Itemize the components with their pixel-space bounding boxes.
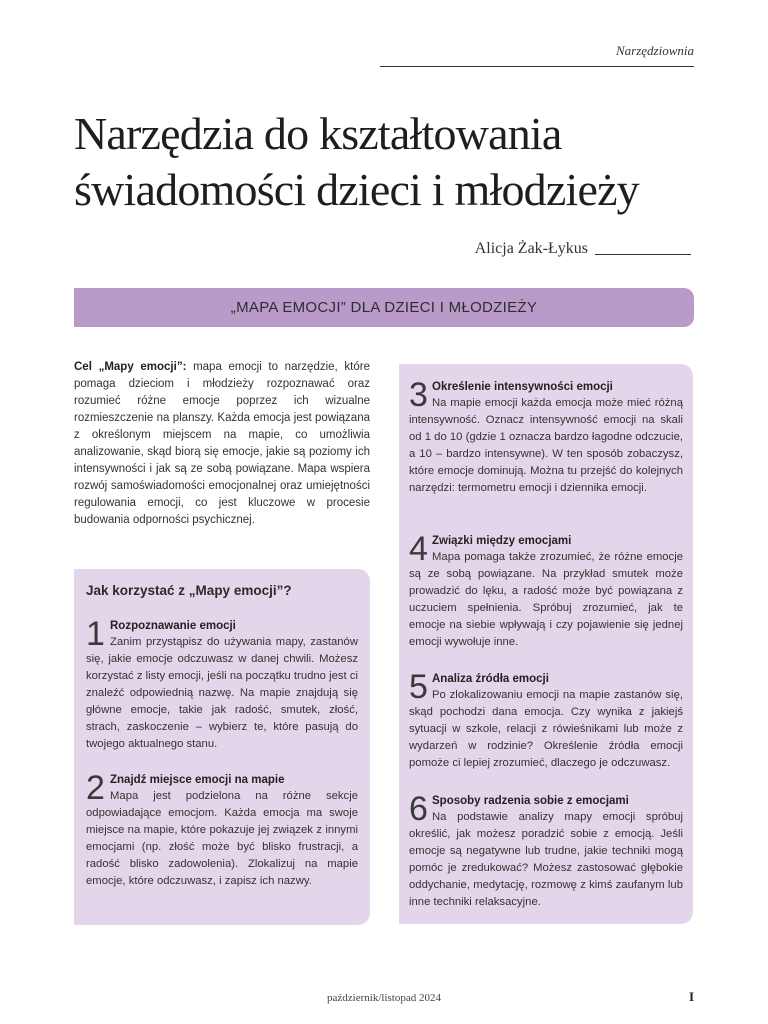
title-line-2: świadomości dzieci i młodzieży [74, 164, 639, 215]
author-name: Alicja Żak-Łykus [474, 240, 588, 257]
step-number: 2 [86, 769, 105, 807]
step-title: Sposoby radzenia sobie z emocjami [432, 795, 629, 807]
header-rule [380, 66, 694, 67]
how-to-box-left [74, 569, 370, 925]
author-rule [595, 254, 691, 255]
intro-paragraph [74, 359, 370, 529]
step-number: 5 [409, 668, 428, 706]
how-to-heading: Jak korzystać z „Mapy emocji”? [86, 583, 292, 598]
intro-lead: Cel „Mapy emocji”: [74, 361, 187, 373]
intro-text: mapa emocji to narzędzie, które pomaga dzieciom i młodzieży rozpoznawać oraz rozumieć różne emocje poprzez ich wizualne rozmieszczenie na planszy. Każda emocja jest powiązana z określonym miejscem na mapie, co umożliwia analizowanie, skąd biorą się emocje, jakie są poziomy ich intensywności i jak są ze sobą powiązane. Mapa wspiera rozwój samoświadomości emocjonalnej oraz umiejętności regulowania emocji, co jest kluczowe w procesie budowania odporności psychicznej. [74, 361, 370, 526]
footer-issue: październik/listopad 2024 [327, 992, 441, 1004]
step-text: Na podstawie analizy mapy emocji spróbuj określić, jak możesz poradzić sobie z emocją. Jeśli emocje są negatywne lub trudne, jakie techniki mogą pomóc je zredukować? Możesz zastosować głębokie oddychanie, medytację, rozmowę z kimś zaufanym lub inne techniki relaksacyjne. [409, 811, 683, 908]
step-title: Analiza źródła emocji [432, 673, 549, 685]
step-number: 6 [409, 790, 428, 828]
step-title: Znajdź miejsce emocji na mapie [110, 774, 285, 786]
section-banner [74, 288, 694, 327]
step-number: 3 [409, 376, 428, 414]
step-text: Na mapie emocji każda emocja może mieć różną intensywność. Oznacz intensywność emocji na skali od 1 do 10 (gdzie 1 oznacza bardzo łagodne odczucie, a 10 – bardzo intensywne). W ten sposób zobaczysz, które emocje dominują. Można tu przejść do kolejnych narzędzi: termometru emocji i dziennika emocji. [409, 397, 683, 494]
article-title [74, 106, 714, 218]
step-title: Określenie intensywności emocji [432, 381, 613, 393]
step-number: 4 [409, 530, 428, 568]
step-text: Mapa jest podzielona na różne sekcje odpowiadające emocjom. Każda emocja ma swoje miejsce na mapie, które pokazuje jej związek z innymi emocjami (np. złość może być blisko frustracji, a radość blisko zadowolenia). Zlokalizuj na mapie emocje, które odczuwasz, i zapisz ich nazwy. [86, 790, 358, 887]
section-tag: Narzędziownia [615, 43, 694, 58]
step-text: Zanim przystąpisz do używania mapy, zastanów się, jakie emocje odczuwasz w danej chwili. Możesz korzystać z listy emocji, jeśli na początku trudno jest ci znaleźć odpowiednią nazwę. Na mapie znajdują się główne emocje, takie jak radość, smutek, złość, strach, zaskoczenie – wybierz te, które pasują do twojego aktualnego stanu. [86, 636, 358, 750]
step-title: Rozpoznawanie emocji [110, 620, 236, 632]
step-text: Mapa pomaga także zrozumieć, że różne emocje są ze sobą powiązane. Na przykład smutek może prowadzić do lęku, a radość może być powiązana z uczuciem spełnienia. Spróbuj zrozumieć, jak te emocje na siebie wpływają i czy pojawienie się jednej emocji wywołuje inne. [409, 551, 683, 648]
step-number: 1 [86, 615, 105, 653]
how-to-box-right [399, 364, 693, 924]
step-text: Po zlokalizowaniu emocji na mapie zastanów się, skąd pochodzi dana emocja. Czy wynika z jakiejś sytuacji w szkole, relacji z rówieśnikami lub może z wydarzeń w rodzinie? Określenie źródła emocji pomoże ci lepiej zrozumieć, dlaczego je odczuwasz. [409, 689, 683, 769]
banner-text: „MAPA EMOCJI” DLA DZIECI I MŁODZIEŻY [230, 299, 538, 316]
page-number: I [688, 989, 694, 1004]
step-title: Związki między emocjami [432, 535, 572, 547]
title-line-1: Narzędzia do kształtowania [74, 108, 562, 159]
